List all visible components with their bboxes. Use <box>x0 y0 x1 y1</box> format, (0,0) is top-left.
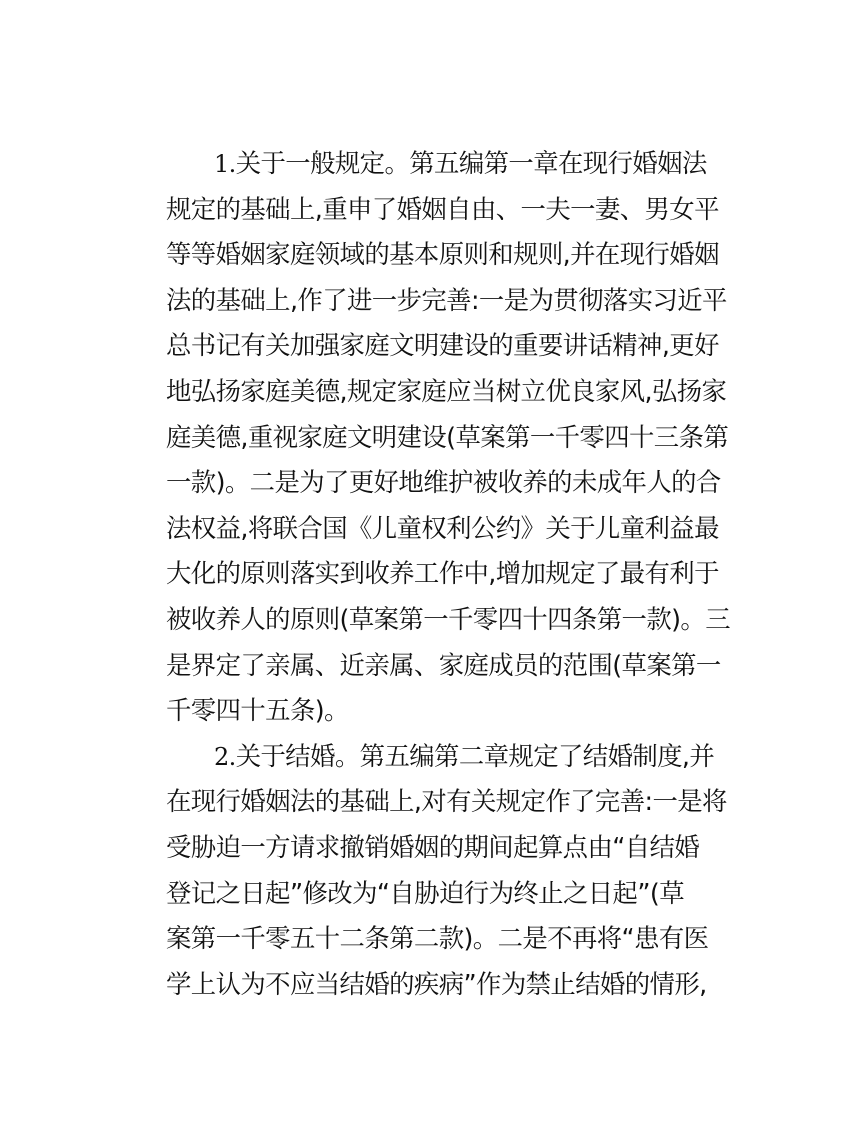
paragraph-2-line-3: 受胁迫一方请求撤销婚姻的期间起算点由“自结婚 <box>166 831 700 862</box>
paragraph-1-line-12: 是界定了亲属、近亲属、家庭成员的范围(草案第一 <box>166 649 721 680</box>
paragraph-1-line-10: 大化的原则落实到收养工作中,增加规定了最有利于 <box>166 558 719 589</box>
paragraph-2-line-6: 学上认为不应当结婚的疾病”作为禁止结婚的情形, <box>166 968 707 999</box>
paragraph-2-line-1 <box>166 734 715 780</box>
paragraph-1-line-4: 法的基础上,作了进一步完善:一是为贯彻落实习近平 <box>166 284 727 315</box>
document-body <box>166 141 731 1007</box>
paragraph-1-line-13: 千零四十五条)。 <box>166 695 349 726</box>
paragraph-2-line-4: 登记之日起”修改为“自胁迫行为终止之日起”(草 <box>166 877 684 908</box>
paragraph-1-number: 1. <box>214 150 236 178</box>
paragraph-2-line-5: 案第一千零五十二条第二款)。二是不再将“患有医 <box>166 923 709 954</box>
paragraph-1-line-3: 等等婚姻家庭领域的基本原则和规则,并在现行婚姻 <box>166 239 719 270</box>
paragraph-1-line-1 <box>166 141 707 187</box>
paragraph-1-line-5: 总书记有关加强家庭文明建设的重要讲话精神,更好 <box>166 330 719 361</box>
paragraph-1-line-9: 法权益,将联合国《儿童权利公约》关于儿童利益最 <box>166 512 719 543</box>
paragraph-2-line-2: 在现行婚姻法的基础上,对有关规定作了完善:一是将 <box>166 786 727 817</box>
paragraph-1-line-7: 庭美德,重视家庭文明建设(草案第一千零四十三条第 <box>166 421 729 452</box>
paragraph-1-text: 关于一般规定。第五编第一章在现行婚姻法 <box>235 148 707 178</box>
paragraph-1-line-11: 被收养人的原则(草案第一千零四十四条第一款)。三 <box>166 603 731 634</box>
paragraph-2-text: 关于结婚。第五编第二章规定了结婚制度,并 <box>235 740 715 771</box>
paragraph-1-line-6: 地弘扬家庭美德,规定家庭应当树立优良家风,弘扬家 <box>166 375 727 406</box>
paragraph-1-line-8: 一款)。二是为了更好地维护被收养的未成年人的合 <box>166 467 721 498</box>
paragraph-2-number: 2. <box>214 742 236 771</box>
paragraph-1-line-2: 规定的基础上,重申了婚姻自由、一夫一妻、男女平 <box>166 193 719 224</box>
